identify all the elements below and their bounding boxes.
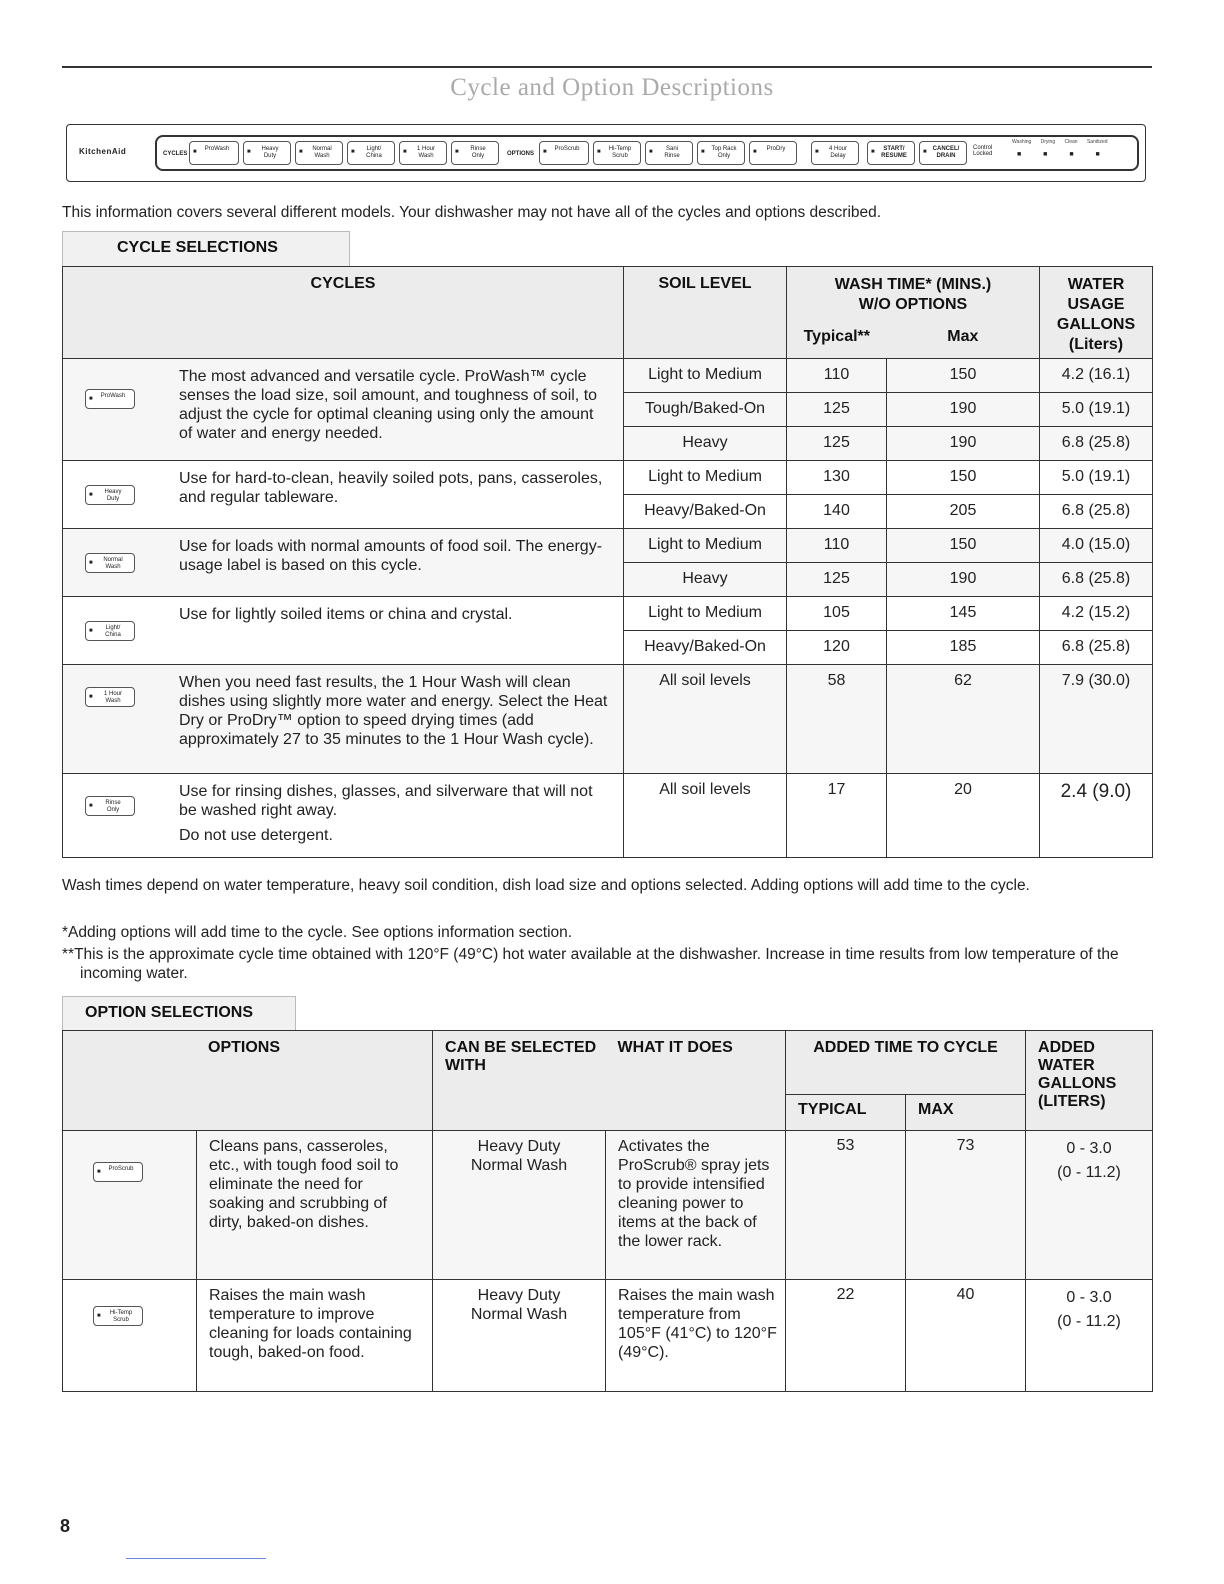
button-label: ■ Heavy — [104, 489, 122, 495]
cycle-description: When you need fast results, the 1 Hour Wash will clean dishes using slightly more water and energy. Select the Heat Dry or ProDry™ option to speed drying times (add approximately 27 to 35 minutes to the 1 Hour Wash cycle). — [179, 674, 608, 748]
button-label: Wash — [105, 564, 121, 570]
cycle-typical-time: 125 — [787, 393, 887, 427]
cycle-button-icon — [85, 796, 135, 816]
cycle-note-2: *Adding options will add time to the cycle. See options information section. — [62, 924, 573, 941]
button-label: ■ Rinse — [105, 800, 121, 806]
header-wash-time — [787, 267, 1040, 359]
button-label: Only — [106, 807, 120, 813]
header-what-it-does: WHAT IT DOES — [606, 1031, 786, 1131]
panel-btn-proscrub: ■ ProScrub — [539, 141, 589, 165]
button-label: ■ Light/ — [105, 625, 121, 631]
cycle-water-usage: 6.8 (25.8) — [1040, 631, 1153, 665]
cycle-water-usage: 4.2 (16.1) — [1040, 359, 1153, 393]
button-label: ■ Hi-Temp — [109, 1310, 133, 1316]
cycle-soil-level: Heavy/Baked-On — [624, 495, 787, 529]
cycle-row — [63, 597, 1153, 631]
intro-text: This information covers several different models. Your dishwasher may not have all of the cycles and options described. — [62, 204, 882, 221]
cycle-button-icon — [85, 621, 135, 641]
cycle-max-time: 150 — [887, 529, 1040, 563]
cycle-row — [63, 461, 1153, 495]
control-locked-label: Control Locked — [973, 145, 993, 157]
cycle-max-time: 190 — [887, 427, 1040, 461]
cycle-soil-level: All soil levels — [624, 774, 787, 858]
panel-btn-heavy-duty: ■ Heavy Duty — [243, 141, 291, 165]
cycle-typical-time: 58 — [787, 665, 887, 774]
cycle-button-icon — [85, 687, 135, 707]
cycle-button-icon — [85, 389, 135, 409]
header-added-time: ADDED TIME TO CYCLE — [786, 1031, 1026, 1095]
control-panel-strip — [155, 135, 1139, 171]
options-label: OPTIONS — [507, 151, 535, 157]
cycle-soil-level: Light to Medium — [624, 529, 787, 563]
panel-btn-cancel-drain: ■ CANCEL/ DRAIN — [919, 141, 967, 165]
cycle-button-wrap — [85, 485, 135, 505]
cycle-soil-level: Heavy — [624, 563, 787, 597]
cycle-description-cell — [63, 665, 624, 774]
cycle-water-usage: 4.2 (15.2) — [1040, 597, 1153, 631]
water-liters: (0 - 11.2) — [1057, 1313, 1121, 1330]
cycle-row — [63, 774, 1153, 858]
option-what-it-does: Raises the main wash temperature from 105°F (41°C) to 120°F (49°C). — [606, 1280, 786, 1392]
option-typical-time: 53 — [786, 1131, 906, 1280]
cycle-max-time: 150 — [887, 359, 1040, 393]
button-label: Duty — [106, 496, 120, 502]
cycle-max-time: 205 — [887, 495, 1040, 529]
cycle-water-usage: 7.9 (30.0) — [1040, 665, 1153, 774]
cycle-typical-time: 120 — [787, 631, 887, 665]
cycle-row — [63, 529, 1153, 563]
button-label: ■ 1 Hour — [103, 691, 122, 697]
cycle-typical-time: 110 — [787, 529, 887, 563]
option-selections-tab: OPTION SELECTIONS — [62, 996, 296, 1030]
header-added-water: ADDED WATER GALLONS (LITERS) — [1026, 1031, 1153, 1131]
cycle-max-time: 150 — [887, 461, 1040, 495]
panel-btn-rinse-only: ■ Rinse Only — [451, 141, 499, 165]
button-label: Wash — [105, 698, 121, 704]
option-table — [62, 1030, 1153, 1392]
cycle-max-time: 190 — [887, 563, 1040, 597]
button-label: ■ ProScrub — [108, 1166, 134, 1172]
cycle-description-cell — [63, 529, 624, 597]
cycle-selections-tab: CYCLE SELECTIONS — [62, 231, 350, 267]
wash-time-subtitle: W/O OPTIONS — [858, 296, 968, 313]
cycle-description: Use for hard-to-clean, heavily soiled pots, pans, casseroles, and regular tableware. — [179, 470, 603, 506]
cycle-water-usage: 6.8 (25.8) — [1040, 495, 1153, 529]
panel-btn-hi-temp-scrub: ■ Hi-Temp Scrub — [593, 141, 641, 165]
option-button-icon — [93, 1306, 143, 1326]
header-max: Max — [947, 328, 979, 345]
cycle-water-usage: 2.4 (9.0) — [1040, 774, 1153, 858]
cycle-button-icon — [85, 553, 135, 573]
cycle-description: Use for loads with normal amounts of food soil. The energy-usage label is based on this cycle. — [179, 538, 603, 574]
cycle-water-usage: 6.8 (25.8) — [1040, 563, 1153, 597]
cycle-soil-level: Light to Medium — [624, 461, 787, 495]
cycle-soil-level: Heavy/Baked-On — [624, 631, 787, 665]
compatible-cycle: Heavy Duty — [477, 1138, 561, 1155]
button-label: ■ ProWash — [100, 393, 126, 399]
panel-btn-light-china: ■ Light/ China — [347, 141, 395, 165]
cycle-note-3: **This is the approximate cycle time obtained with 120°F (49°C) hot water available at the dishwasher. Increase in time results from low temperature of the incoming water. — [62, 946, 1119, 982]
header-option-typical: TYPICAL — [786, 1095, 906, 1131]
cycle-description-cell — [63, 461, 624, 529]
cycle-water-usage: 5.0 (19.1) — [1040, 393, 1153, 427]
page-title: Cycle and Option Descriptions — [450, 74, 774, 101]
cycle-typical-time: 17 — [787, 774, 887, 858]
panel-btn-1-hour-wash: ■ 1 Hour Wash — [399, 141, 447, 165]
header-water-usage: WATER USAGE GALLONS (Liters) — [1040, 267, 1153, 359]
water-gallons: 0 - 3.0 — [1066, 1289, 1112, 1306]
cycle-typical-time: 125 — [787, 427, 887, 461]
indicator-lights: ■ ■ ■ ■ — [1017, 151, 1100, 158]
compatible-cycle: Normal Wash — [470, 1157, 568, 1174]
option-button-cell — [63, 1280, 197, 1392]
cycle-soil-level: Light to Medium — [624, 359, 787, 393]
cycle-description-cell — [63, 774, 624, 858]
top-rule — [62, 66, 1152, 68]
cycle-button-wrap — [85, 621, 135, 641]
panel-btn-sani-rinse: ■ Sani Rinse — [645, 141, 693, 165]
header-cycles: CYCLES — [63, 267, 624, 359]
option-row — [63, 1280, 1153, 1392]
option-selected-with — [433, 1280, 606, 1392]
option-row — [63, 1131, 1153, 1280]
brand-logo: KitchenAid — [79, 147, 127, 156]
option-selected-with — [433, 1131, 606, 1280]
header-typical: Typical** — [803, 328, 870, 345]
option-description: Cleans pans, casseroles, etc., with tough food soil to eliminate the need for soaking and scrubbing of dirty, baked-on dishes. — [197, 1131, 433, 1280]
cycle-row — [63, 665, 1153, 774]
cycles-label: CYCLES — [163, 151, 188, 157]
option-added-water — [1026, 1131, 1153, 1280]
option-max-time: 40 — [906, 1280, 1026, 1392]
cycle-typical-time: 130 — [787, 461, 887, 495]
option-added-water — [1026, 1280, 1153, 1392]
cycle-soil-level: Tough/Baked-On — [624, 393, 787, 427]
cycle-description: The most advanced and versatile cycle. ProWash™ cycle senses the load size, soil amount, and toughness of soil, to adjust the cycle for optimal cleaning using only the amount of water and energy needed. — [179, 368, 598, 442]
option-button-icon — [93, 1162, 143, 1182]
option-max-time: 73 — [906, 1131, 1026, 1280]
cycle-water-usage: 6.8 (25.8) — [1040, 427, 1153, 461]
bottom-link-line — [126, 1558, 266, 1559]
compatible-cycle: Normal Wash — [470, 1306, 568, 1323]
indicator-labels: Washing Drying Clean Sanitized — [1012, 139, 1108, 145]
cycle-water-usage: 5.0 (19.1) — [1040, 461, 1153, 495]
option-button-cell — [63, 1131, 197, 1280]
panel-btn-top-rack-only: ■ Top Rack Only — [697, 141, 745, 165]
header-soil-level: SOIL LEVEL — [624, 267, 787, 359]
cycle-description-cell — [63, 597, 624, 665]
cycle-row — [63, 359, 1153, 393]
cycle-note: Do not use detergent. — [179, 827, 333, 844]
cycle-button-wrap — [85, 553, 135, 573]
cycle-typical-time: 105 — [787, 597, 887, 631]
cycle-typical-time: 125 — [787, 563, 887, 597]
panel-btn-start-resume: ■ START/ RESUME — [867, 141, 915, 165]
compatible-cycle: Heavy Duty — [477, 1287, 561, 1304]
cycle-note-1: Wash times depend on water temperature, heavy soil condition, dish load size and options selected. Adding options will add time to the cycle. — [62, 877, 1030, 894]
cycle-max-time: 62 — [887, 665, 1040, 774]
cycle-soil-level: Light to Medium — [624, 597, 787, 631]
cycle-button-wrap — [85, 687, 135, 707]
panel-btn-normal-wash: ■ Normal Wash — [295, 141, 343, 165]
panel-btn-prowash: ■ ProWash — [189, 141, 239, 165]
cycle-button-wrap — [85, 383, 135, 409]
cycle-max-time: 20 — [887, 774, 1040, 858]
button-label: China — [105, 632, 121, 638]
header-options: OPTIONS — [63, 1031, 433, 1131]
cycle-table — [62, 266, 1153, 858]
option-description: Raises the main wash temperature to improve cleaning for loads containing tough, baked-on food. — [197, 1280, 433, 1392]
water-gallons: 0 - 3.0 — [1066, 1140, 1112, 1157]
cycle-button-icon — [85, 485, 135, 505]
header-option-max: MAX — [906, 1095, 1026, 1131]
cycle-button-wrap — [85, 796, 135, 816]
cycle-max-time: 145 — [887, 597, 1040, 631]
option-what-it-does: Activates the ProScrub® spray jets to provide intensified cleaning power to items at the back of the lower rack. — [606, 1131, 786, 1280]
water-liters: (0 - 11.2) — [1057, 1164, 1121, 1181]
cycle-typical-time: 110 — [787, 359, 887, 393]
header-can-be-selected: CAN BE SELECTED WITH — [433, 1031, 606, 1131]
cycle-description: Use for lightly soiled items or china and crystal. — [179, 606, 513, 623]
cycle-typical-time: 140 — [787, 495, 887, 529]
page-number: 8 — [60, 1516, 71, 1536]
cycle-max-time: 190 — [887, 393, 1040, 427]
cycle-description: Use for rinsing dishes, glasses, and silverware that will not be washed right away. — [179, 783, 593, 819]
cycle-soil-level: Heavy — [624, 427, 787, 461]
cycle-max-time: 185 — [887, 631, 1040, 665]
option-typical-time: 22 — [786, 1280, 906, 1392]
control-panel-illustration — [66, 124, 1146, 182]
button-label: Scrub — [113, 1317, 129, 1323]
button-label: ■ Normal — [103, 557, 123, 563]
cycle-water-usage: 4.0 (15.0) — [1040, 529, 1153, 563]
wash-time-title: WASH TIME* (MINS.) — [834, 276, 992, 293]
panel-btn-4-hour-delay: ■ 4 Hour Delay — [811, 141, 859, 165]
cycle-description-cell — [63, 359, 624, 461]
cycle-soil-level: All soil levels — [624, 665, 787, 774]
panel-btn-prodry: ■ ProDry — [749, 141, 797, 165]
